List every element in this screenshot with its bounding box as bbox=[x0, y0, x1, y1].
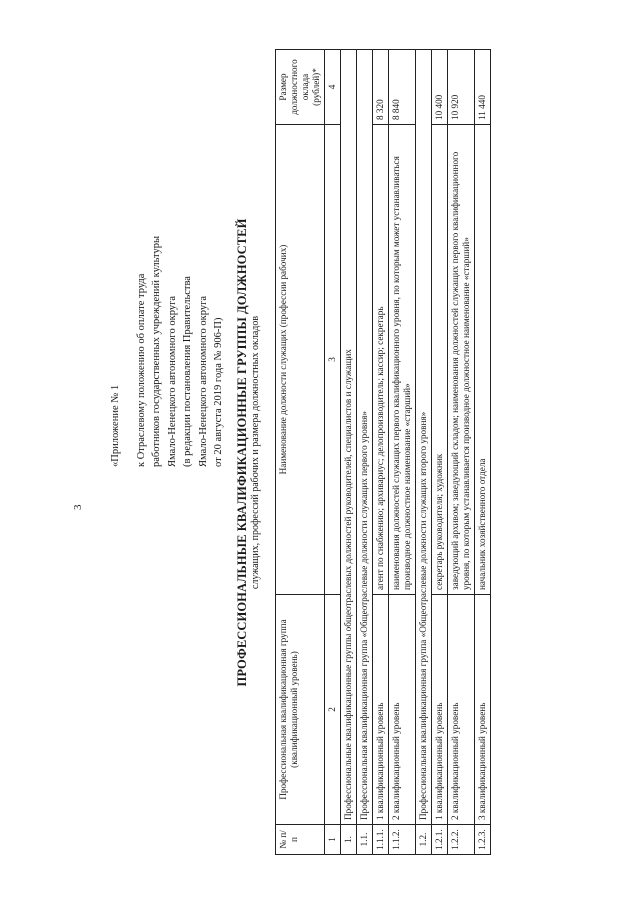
document-page bbox=[20, 20, 620, 885]
header-positions: Наименование должности служащих (профессии рабочих) bbox=[276, 125, 325, 595]
row-num: 1.2.3. bbox=[475, 825, 491, 855]
section-title: Профессиональная квалификационная группа «Общеотраслевые должности служащих первого уровня» bbox=[357, 50, 373, 825]
position-names: начальник хозяйственного отдела bbox=[475, 125, 491, 595]
document-title: ПРОФЕССИОНАЛЬНЫЕ КВАЛИФИКАЦИОННЫЕ ГРУППЫ ДОЛЖНОСТЕЙ bbox=[235, 218, 249, 687]
col-number: 4 bbox=[325, 50, 341, 125]
document-subtitle: служащих, профессий рабочих и размера должностных окладов bbox=[250, 315, 261, 590]
col-number: 1 bbox=[325, 825, 341, 855]
table-row bbox=[432, 50, 448, 855]
table-row bbox=[373, 50, 389, 855]
header-salary: Размер должностного оклада (рублей)* bbox=[276, 50, 325, 125]
appendix-line: Ямало-Ненецкого автономного округа bbox=[197, 295, 209, 467]
table-row bbox=[448, 50, 475, 855]
salary-value: 10 920 bbox=[448, 50, 475, 125]
salary-value: 10 400 bbox=[432, 50, 448, 125]
appendix-title: «Приложение № 1 bbox=[110, 384, 121, 467]
qualification-level: 1 квалификационный уровень bbox=[373, 595, 389, 825]
row-num: 1.2.2. bbox=[448, 825, 475, 855]
table-row bbox=[357, 50, 373, 855]
column-number-row bbox=[325, 50, 341, 855]
row-num: 1.1.1. bbox=[373, 825, 389, 855]
appendix-line: к Отраслевому положению об оплате труда bbox=[135, 273, 147, 467]
appendix-line: от 20 августа 2019 года № 906-П) bbox=[213, 317, 224, 467]
row-num: 1.1.2. bbox=[389, 825, 416, 855]
qualification-table bbox=[275, 49, 491, 855]
row-num: 1.2. bbox=[416, 825, 432, 855]
salary-value: 8 320 bbox=[373, 50, 389, 125]
position-names: секретарь руководителя; художник bbox=[432, 125, 448, 595]
qualification-level: 1 квалификационный уровень bbox=[432, 595, 448, 825]
header-num: № п/п bbox=[276, 825, 325, 855]
qualification-level: 2 квалификационный уровень bbox=[448, 595, 475, 825]
table-row bbox=[416, 50, 432, 855]
position-names: агент по снабжению; архивариус; делопроизводитель; кассир; секретарь bbox=[373, 125, 389, 595]
position-names: наименования должностей служащих первого квалификационного уровня, по которым может устанавливаться производное должностное наименование «старший» bbox=[389, 125, 416, 595]
section-title: Профессиональные квалификационные группы общеотраслевых должностей руководителей, специалистов и служащих bbox=[341, 50, 357, 825]
table-row bbox=[389, 50, 416, 855]
salary-value: 8 840 bbox=[389, 50, 416, 125]
qualification-level: 3 квалификационный уровень bbox=[475, 595, 491, 825]
section-title: Профессиональная квалификационная группа «Общеотраслевые должности служащих второго уровня» bbox=[416, 50, 432, 825]
row-num: 1.1. bbox=[357, 825, 373, 855]
page-number: 3 bbox=[72, 504, 84, 510]
salary-value: 11 440 bbox=[475, 50, 491, 125]
row-num: 1. bbox=[341, 825, 357, 855]
qualification-level: 2 квалификационный уровень bbox=[389, 595, 416, 825]
table-header-row bbox=[276, 50, 325, 855]
col-number: 2 bbox=[325, 595, 341, 825]
appendix-line: Ямало-Ненецкого автономного округа bbox=[166, 295, 178, 467]
appendix-block bbox=[108, 37, 227, 467]
position-names: заведующий архивом; заведующий складом; наименования должностей служащих первого квалификационного уровня, по которым устанавливается производное должностное наименование «старший» bbox=[448, 125, 475, 595]
col-number: 3 bbox=[325, 125, 341, 595]
table-row bbox=[341, 50, 357, 855]
appendix-line: (в редакции постановления Правительства bbox=[182, 276, 193, 467]
header-group: Профессиональная квалификационная группа (квалификационный уровень) bbox=[276, 595, 325, 825]
table-row bbox=[475, 50, 491, 855]
appendix-line: работников государственных учреждений культуры bbox=[151, 235, 162, 467]
row-num: 1.2.1. bbox=[432, 825, 448, 855]
